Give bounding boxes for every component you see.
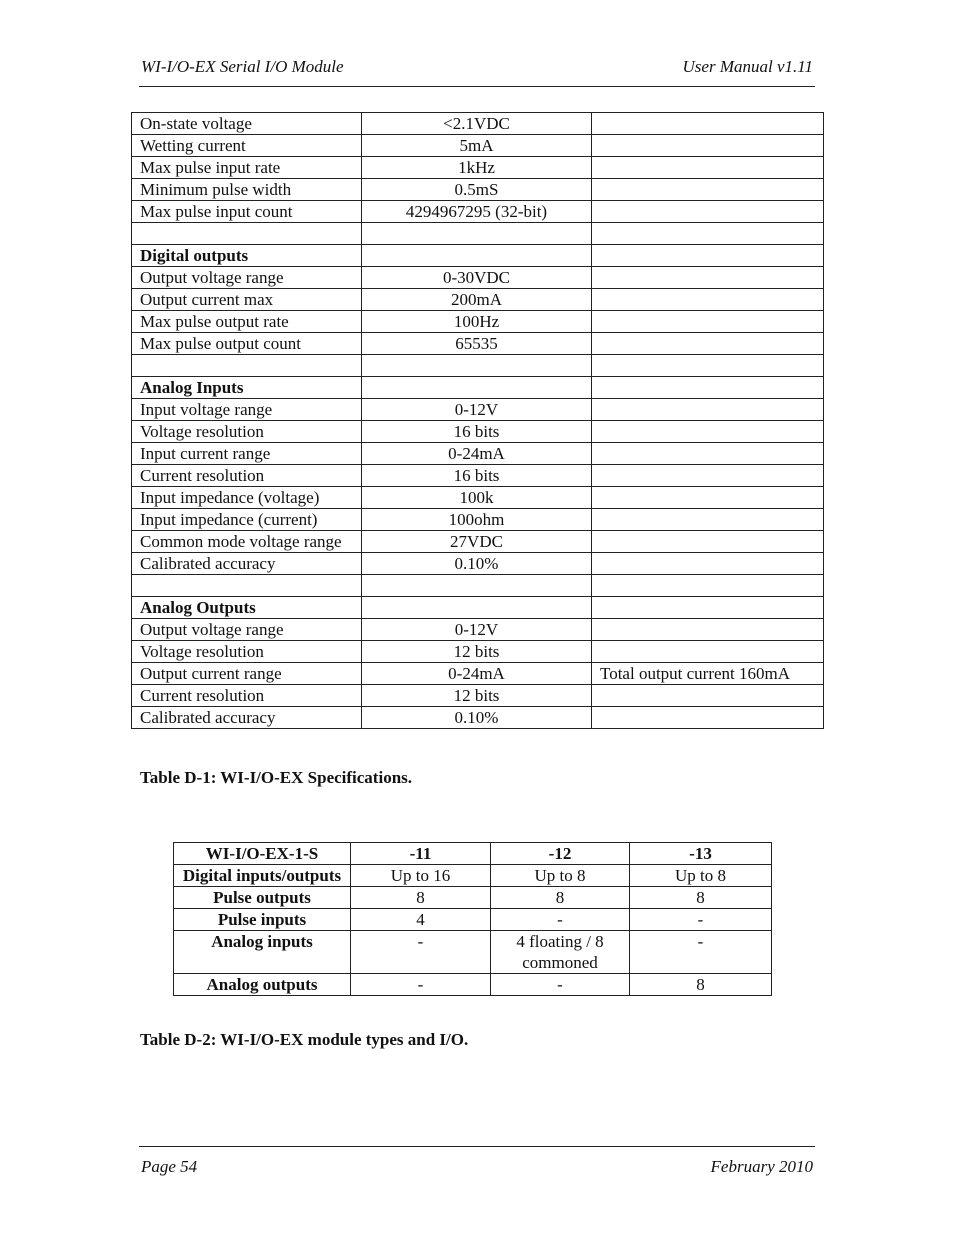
spec-row — [132, 245, 824, 267]
spec-value-cell: 16 bits — [362, 421, 592, 443]
spec-note-cell — [592, 399, 824, 421]
spec-row — [132, 531, 824, 553]
page-header — [139, 56, 815, 87]
spec-label-cell: Digital outputs — [132, 245, 362, 267]
table-d2-caption: Table D-2: WI-I/O-EX module types and I/O. — [140, 1030, 469, 1049]
spec-value-cell: 65535 — [362, 333, 592, 355]
types-row-label: Analog inputs — [174, 931, 351, 974]
spec-row — [132, 157, 824, 179]
types-header-cell: -13 — [630, 843, 772, 865]
spec-row — [132, 311, 824, 333]
spec-value-cell — [362, 377, 592, 399]
types-row-value: - — [491, 974, 630, 996]
spec-value-cell: 100k — [362, 487, 592, 509]
spec-note-cell — [592, 619, 824, 641]
spec-note-cell — [592, 465, 824, 487]
spec-note-cell — [592, 311, 824, 333]
spec-value-cell — [362, 245, 592, 267]
types-header-cell: -12 — [491, 843, 630, 865]
spec-note-cell — [592, 223, 824, 245]
spec-value-cell: 4294967295 (32-bit) — [362, 201, 592, 223]
spec-row — [132, 663, 824, 685]
spec-value-cell — [362, 597, 592, 619]
spec-value-cell: 200mA — [362, 289, 592, 311]
table-d1-caption: Table D-1: WI-I/O-EX Specifications. — [140, 768, 413, 787]
spec-row — [132, 619, 824, 641]
types-row-value: 8 — [630, 887, 772, 909]
spec-row — [132, 267, 824, 289]
spec-value-cell: 12 bits — [362, 685, 592, 707]
spec-row — [132, 575, 824, 597]
spec-note-cell — [592, 487, 824, 509]
page-footer — [139, 1146, 815, 1179]
spec-label-cell: Input current range — [132, 443, 362, 465]
spec-note-cell — [592, 531, 824, 553]
spec-note-cell — [592, 289, 824, 311]
spec-label-cell: Analog Outputs — [132, 597, 362, 619]
spec-row — [132, 355, 824, 377]
spec-note-cell — [592, 157, 824, 179]
spec-label-cell: Voltage resolution — [132, 421, 362, 443]
spec-value-cell: 1kHz — [362, 157, 592, 179]
spec-label-cell: Max pulse output count — [132, 333, 362, 355]
spec-row — [132, 377, 824, 399]
spec-row — [132, 421, 824, 443]
types-row — [174, 931, 772, 974]
spec-note-cell — [592, 355, 824, 377]
spec-label-cell: Output voltage range — [132, 267, 362, 289]
spec-value-cell: 0-12V — [362, 619, 592, 641]
spec-value-cell: 0.5mS — [362, 179, 592, 201]
header-title: WI-I/O-EX Serial I/O Module — [141, 57, 344, 76]
spec-row — [132, 597, 824, 619]
spec-note-cell — [592, 245, 824, 267]
spec-note-cell — [592, 201, 824, 223]
spec-value-cell: 0.10% — [362, 553, 592, 575]
spec-value-cell: 0-24mA — [362, 663, 592, 685]
spec-row — [132, 113, 824, 135]
types-row-value: - — [351, 974, 491, 996]
spec-note-cell — [592, 179, 824, 201]
spec-row — [132, 289, 824, 311]
spec-label-cell: Current resolution — [132, 465, 362, 487]
spec-label-cell: Analog Inputs — [132, 377, 362, 399]
spec-row — [132, 465, 824, 487]
spec-value-cell — [362, 575, 592, 597]
spec-row — [132, 201, 824, 223]
types-header-cell: WI-I/O-EX-1-S — [174, 843, 351, 865]
types-row-value: Up to 8 — [491, 865, 630, 887]
spec-row — [132, 333, 824, 355]
spec-value-cell: 0-24mA — [362, 443, 592, 465]
spec-note-cell — [592, 333, 824, 355]
spec-label-cell — [132, 575, 362, 597]
types-row-value: - — [630, 931, 772, 974]
spec-row — [132, 487, 824, 509]
types-row-value: - — [630, 909, 772, 931]
types-row-value: Up to 16 — [351, 865, 491, 887]
types-row — [174, 909, 772, 931]
types-row-label: Pulse inputs — [174, 909, 351, 931]
spec-note-cell: Total output current 160mA — [592, 663, 824, 685]
spec-value-cell: 0-30VDC — [362, 267, 592, 289]
spec-label-cell: Minimum pulse width — [132, 179, 362, 201]
types-row-value: Up to 8 — [630, 865, 772, 887]
spec-label-cell: Calibrated accuracy — [132, 553, 362, 575]
spec-value-cell: 16 bits — [362, 465, 592, 487]
types-row-value: - — [351, 931, 491, 974]
spec-label-cell: Input impedance (current) — [132, 509, 362, 531]
page-number: Page 54 — [141, 1157, 198, 1176]
spec-value-cell — [362, 223, 592, 245]
spec-label-cell: Input impedance (voltage) — [132, 487, 362, 509]
types-row — [174, 865, 772, 887]
spec-note-cell — [592, 685, 824, 707]
spec-row — [132, 685, 824, 707]
spec-note-cell — [592, 553, 824, 575]
types-row — [174, 974, 772, 996]
spec-note-cell — [592, 443, 824, 465]
spec-label-cell: Output voltage range — [132, 619, 362, 641]
header-version: User Manual v1.11 — [682, 57, 813, 76]
spec-note-cell — [592, 267, 824, 289]
types-row-value: 4 — [351, 909, 491, 931]
spec-label-cell: Max pulse input count — [132, 201, 362, 223]
spec-row — [132, 223, 824, 245]
types-header-cell: -11 — [351, 843, 491, 865]
spec-row — [132, 641, 824, 663]
spec-label-cell: Common mode voltage range — [132, 531, 362, 553]
spec-row — [132, 443, 824, 465]
spec-row — [132, 707, 824, 729]
spec-note-cell — [592, 575, 824, 597]
module-types-table — [173, 842, 772, 996]
types-row-value: 8 — [351, 887, 491, 909]
spec-label-cell — [132, 223, 362, 245]
spec-note-cell — [592, 377, 824, 399]
spec-label-cell: Output current range — [132, 663, 362, 685]
footer-date: February 2010 — [710, 1157, 813, 1176]
spec-label-cell: Current resolution — [132, 685, 362, 707]
types-row-value: 8 — [630, 974, 772, 996]
spec-note-cell — [592, 421, 824, 443]
spec-value-cell: 27VDC — [362, 531, 592, 553]
spec-value-cell: 100ohm — [362, 509, 592, 531]
spec-value-cell: <2.1VDC — [362, 113, 592, 135]
spec-label-cell: Input voltage range — [132, 399, 362, 421]
spec-label-cell: On-state voltage — [132, 113, 362, 135]
spec-value-cell: 12 bits — [362, 641, 592, 663]
spec-row — [132, 135, 824, 157]
spec-note-cell — [592, 707, 824, 729]
types-row-label: Digital inputs/outputs — [174, 865, 351, 887]
specifications-table — [131, 112, 824, 729]
spec-label-cell: Wetting current — [132, 135, 362, 157]
spec-value-cell: 0.10% — [362, 707, 592, 729]
types-row-label: Analog outputs — [174, 974, 351, 996]
spec-value-cell: 0-12V — [362, 399, 592, 421]
spec-label-cell: Max pulse input rate — [132, 157, 362, 179]
spec-label-cell: Voltage resolution — [132, 641, 362, 663]
spec-label-cell: Output current max — [132, 289, 362, 311]
spec-row — [132, 399, 824, 421]
spec-note-cell — [592, 597, 824, 619]
spec-value-cell: 100Hz — [362, 311, 592, 333]
types-row-label: Pulse outputs — [174, 887, 351, 909]
spec-value-cell — [362, 355, 592, 377]
spec-label-cell: Max pulse output rate — [132, 311, 362, 333]
types-row-value: - — [491, 909, 630, 931]
spec-row — [132, 509, 824, 531]
spec-label-cell: Calibrated accuracy — [132, 707, 362, 729]
spec-note-cell — [592, 135, 824, 157]
types-row-value: 8 — [491, 887, 630, 909]
spec-label-cell — [132, 355, 362, 377]
spec-row — [132, 179, 824, 201]
spec-value-cell: 5mA — [362, 135, 592, 157]
types-row — [174, 887, 772, 909]
spec-note-cell — [592, 641, 824, 663]
spec-note-cell — [592, 509, 824, 531]
types-row-value: 4 floating / 8 commoned — [491, 931, 630, 974]
spec-note-cell — [592, 113, 824, 135]
spec-row — [132, 553, 824, 575]
types-header-row — [174, 843, 772, 865]
